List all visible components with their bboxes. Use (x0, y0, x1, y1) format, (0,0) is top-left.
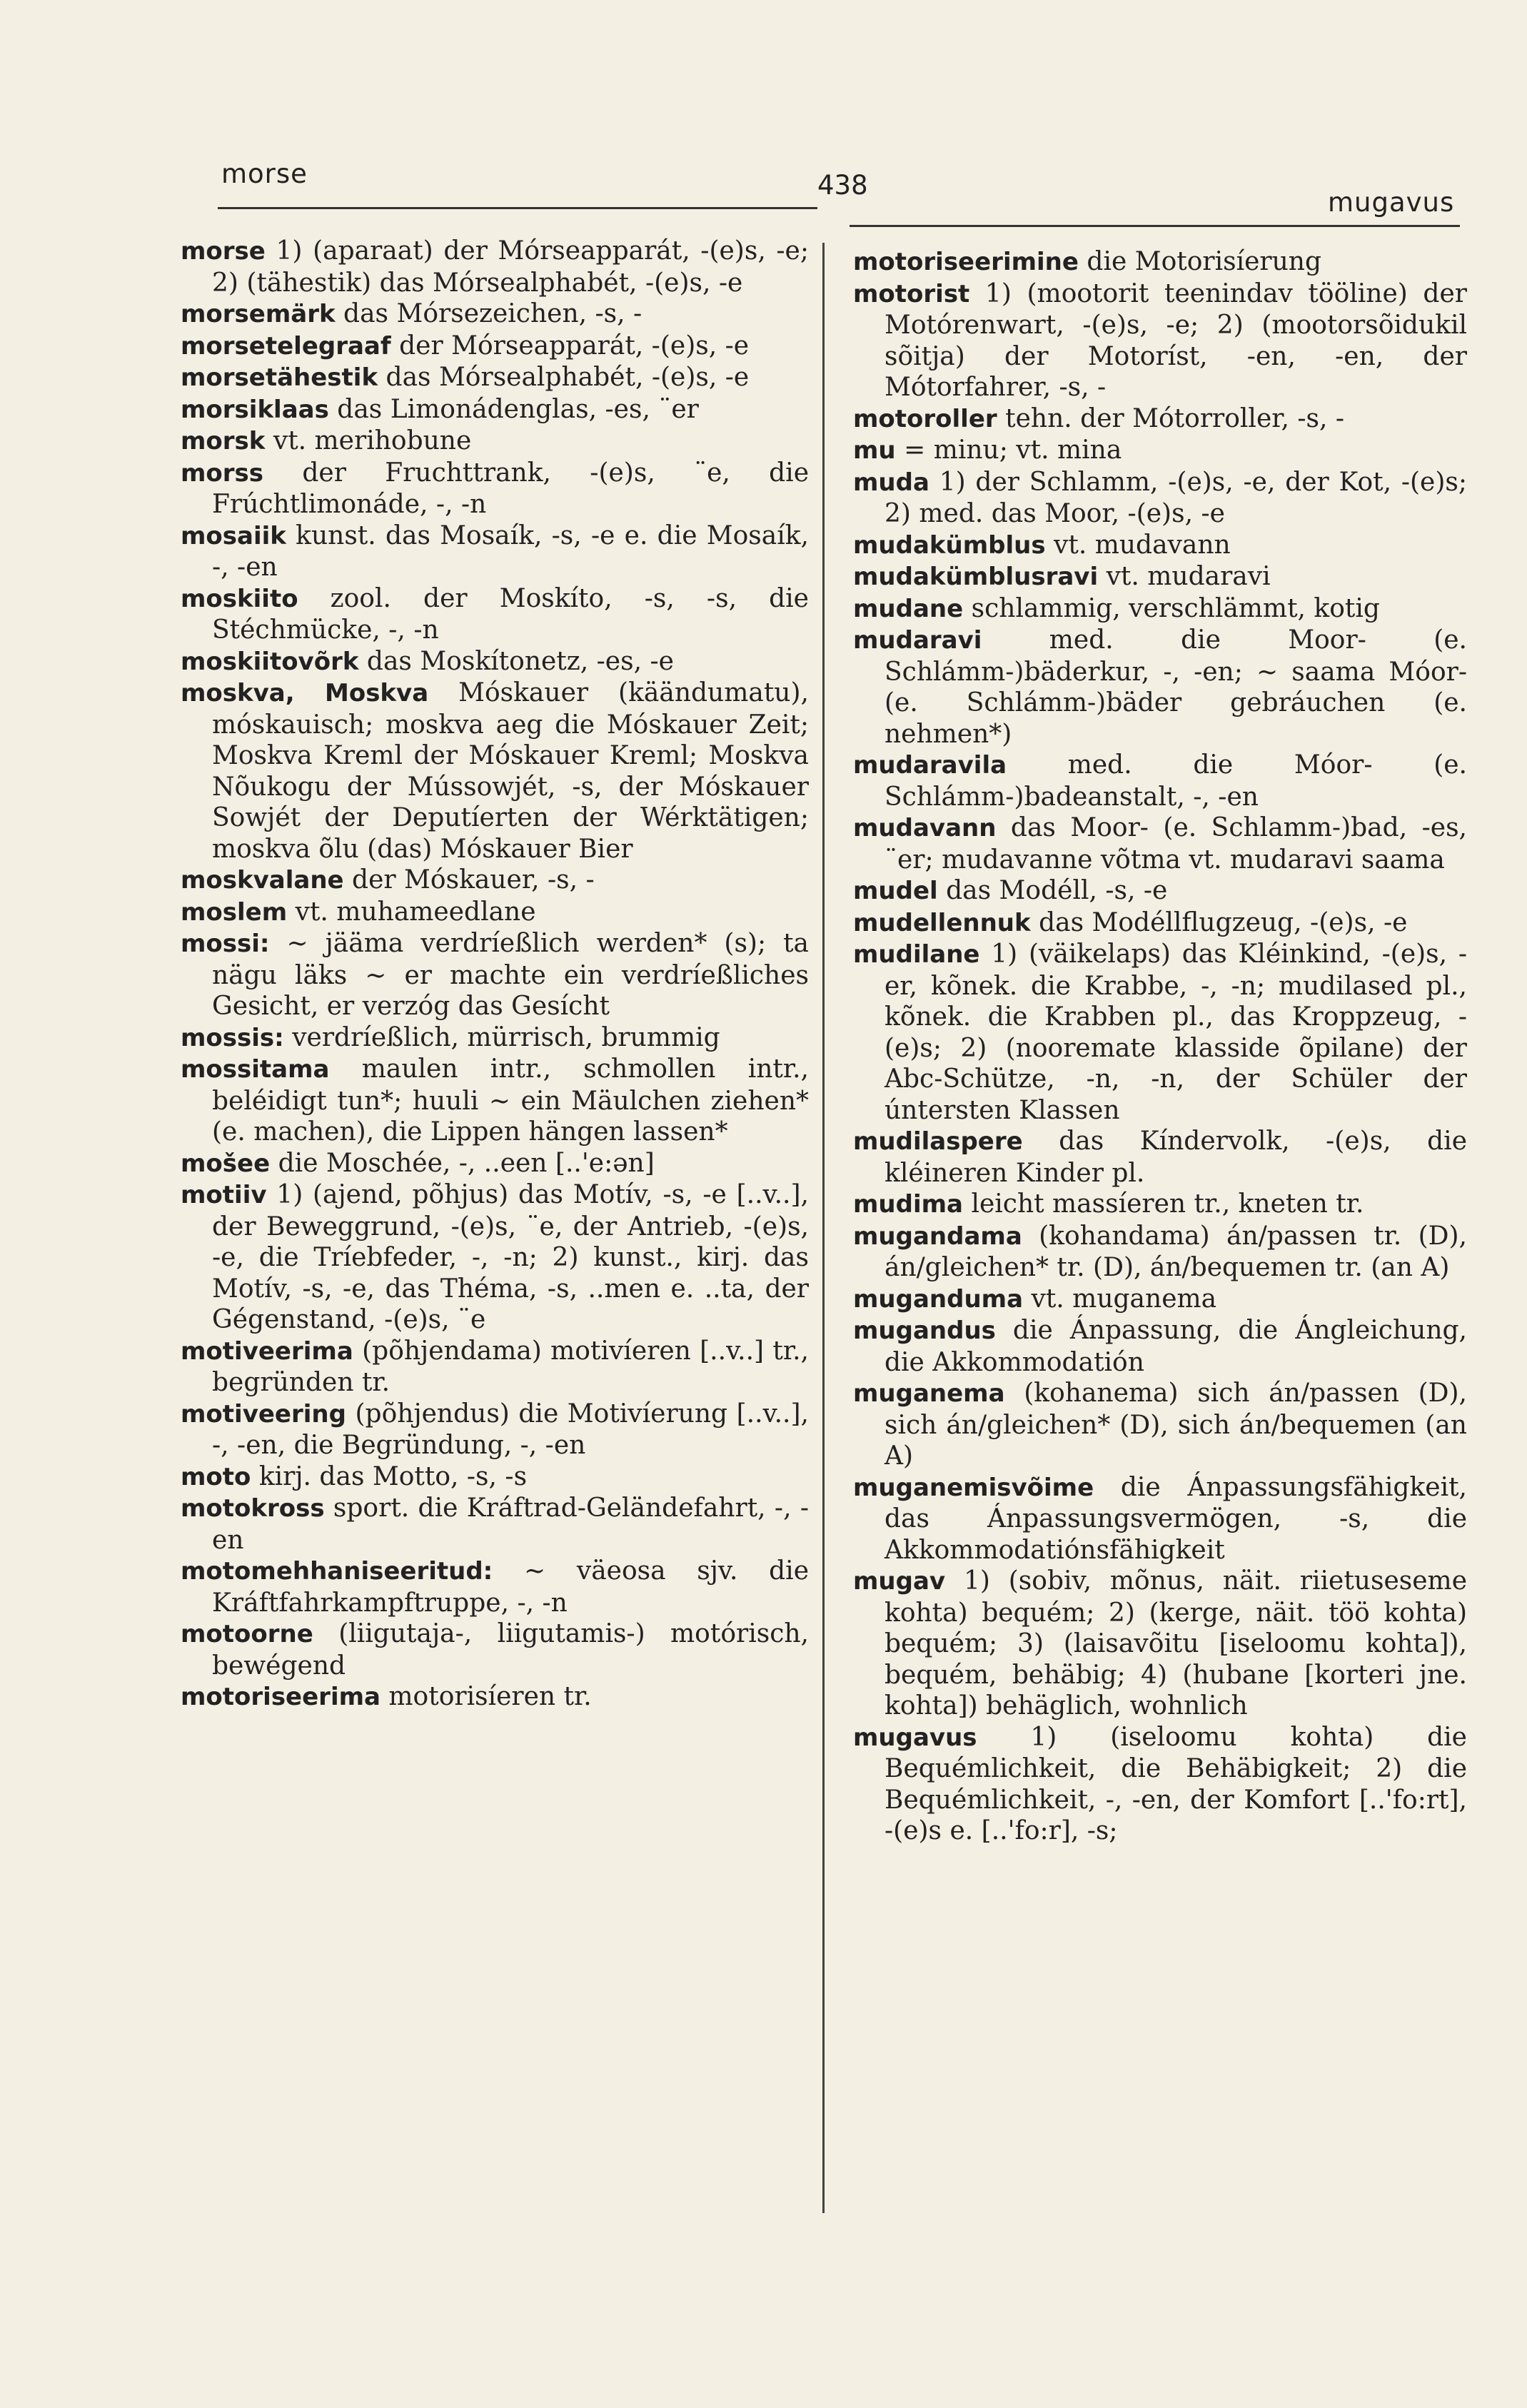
dictionary-entry (181, 677, 809, 865)
entry-headword: morsk (181, 427, 266, 455)
header-rule-left (218, 207, 817, 209)
dictionary-entry (181, 394, 809, 426)
dictionary-entry (853, 1722, 1467, 1847)
entry-headword: mu (853, 436, 896, 465)
entry-headword: motoroller (853, 404, 997, 433)
entry-definition: med. die Moor- (e. Schlámm-)bäderkur, -, -en; ~ saama Móor- (e. Schlámm-)bäder gebráuchen (e. nehmen*) (885, 625, 1467, 749)
entry-definition: 1) (mootorit teenindav tööline) der Motórenwart, -(e)s, -e; 2) (mootorsõidukil sõitja) der Motoríst, -en, -en, der Mótorfahrer, -s, - (885, 278, 1467, 402)
entry-headword: mugav (853, 1567, 946, 1596)
entry-definition: das Mórsezeichen, -s, - (335, 299, 642, 328)
entry-definition: das Moskítonetz, -es, -e (358, 646, 674, 676)
entry-headword: mugandus (853, 1316, 996, 1345)
entry-definition: die Moschée, -, ..een [..'e:ən] (270, 1148, 655, 1178)
dictionary-entry (853, 875, 1467, 907)
entry-definition: (põhjendus) die Motivíerung [..v..], -, -en, die Begründung, -, -en (212, 1399, 809, 1460)
entry-headword: mosaiik (181, 521, 286, 550)
entry-definition: (liigutaja-, liigutamis-) motórisch, bewégend (212, 1619, 809, 1681)
column-divider (822, 243, 825, 2213)
dictionary-entry (181, 298, 809, 331)
entry-definition: tehn. der Mótorroller, -s, - (997, 403, 1345, 433)
entry-definition: das Limonádenglas, -es, ¨er (328, 394, 699, 424)
dictionary-entry (853, 1566, 1467, 1722)
entry-definition: vt. muhameedlane (287, 897, 536, 927)
entry-definition: das Moor- (e. Schlamm-)bad, -es, ¨er; mudavanne võtma vt. mudaravi saama (885, 813, 1467, 875)
entry-headword: mugandama (853, 1221, 1022, 1251)
dictionary-entry (181, 1493, 809, 1556)
entry-headword: moslem (181, 897, 288, 927)
page-header (0, 0, 1527, 228)
entry-definition: vt. mudavann (1045, 530, 1231, 560)
dictionary-entry (181, 1022, 809, 1054)
entry-definition: zool. der Moskíto, -s, -s, die Stéchmücke, -, -n (212, 583, 809, 645)
dictionary-entry (181, 928, 809, 1022)
dictionary-entry (181, 1179, 809, 1336)
dictionary-entry (181, 1148, 809, 1180)
entry-headword: morsemärk (181, 300, 336, 328)
entry-headword: mudavann (853, 814, 997, 842)
entry-definition: 1) (väikelaps) das Kléinkind, -(e)s, -er, kõnek. die Krabbe, -, -n; mudilased pl., kõnek. die Krabben pl., das Kroppzeug, -(e)s; 2) (nooremate klasside õpilane) der Abc-Schütze, -n, -n, der Schüler der úntersten Klassen (885, 939, 1467, 1125)
dictionary-entry (181, 425, 809, 458)
dictionary-entry (853, 1378, 1467, 1472)
dictionary-entry (853, 593, 1467, 625)
entry-definition: 1) (iseloomu kohta) die Bequémlichkeit, die Behäbigkeit; 2) die Bequémlichkeit, -, -en, der Komfort [..'fo:rt], -(e)s e. [..'fo:r], -s; (885, 1722, 1467, 1845)
entry-definition: sport. die Kráftrad-Geländefahrt, -, -en (212, 1493, 809, 1555)
entry-headword: moskiitovõrk (181, 647, 359, 676)
entry-definition: vt. muganema (1023, 1284, 1217, 1314)
entry-definition: schlammig, verschlämmt, kotig (963, 593, 1380, 623)
entry-headword: mošee (181, 1149, 271, 1178)
entry-headword: morsiklaas (181, 395, 329, 424)
dictionary-entry (181, 458, 809, 520)
entry-definition: 1) der Schlamm, -(e)s, -e, der Kot, -(e)s; 2) med. das Moor, -(e)s, -e (885, 467, 1467, 528)
entry-definition: vt. merihobune (265, 426, 472, 455)
dictionary-entry (181, 1556, 809, 1618)
dictionary-entry (853, 467, 1467, 530)
entry-headword: mudaravi (853, 626, 982, 655)
entry-headword: mudel (853, 877, 938, 905)
entry-headword: muganemisvõime (853, 1473, 1094, 1502)
dictionary-entry (853, 530, 1467, 562)
left-column (181, 236, 809, 1713)
dictionary-entry (181, 646, 809, 678)
entry-definition: (kohanema) sich án/passen (D), sich án/gleichen* (D), sich án/bequemen (an A) (885, 1379, 1467, 1471)
entry-headword: mudilaspere (853, 1127, 1023, 1156)
entry-headword: muganema (853, 1379, 1005, 1408)
entry-headword: muda (853, 468, 929, 497)
right-column (853, 246, 1467, 1847)
dictionary-entry (181, 362, 809, 394)
entry-definition: motorisíeren tr. (380, 1682, 592, 1711)
entry-definition: Móskauer (käändumatu), móskauisch; moskva aeg die Móskauer Zeit; Moskva Kreml der Móskauer Kreml; Moskva Nõukogu der Mússowjét, -s, der Móskauer Sowjét der Deputíerten der Wérktätigen; moskva õlu (das) Móskauer Bier (212, 678, 809, 864)
dictionary-entry (181, 865, 809, 897)
dictionary-entry (853, 812, 1467, 875)
entry-definition: kunst. das Mosaík, -s, -e e. die Mosaík, -, -en (212, 520, 809, 582)
entry-headword: morss (181, 458, 264, 488)
entry-headword: mudane (853, 594, 964, 623)
entry-definition: 1) (aparaat) der Mórseapparát, -(e)s, -e; 2) (tähestik) das Mórsealphabét, -(e)s, -e (212, 236, 809, 298)
entry-definition: der Mórseapparát, -(e)s, -e (390, 331, 750, 361)
dictionary-entry (181, 1336, 809, 1399)
dictionary-entry (853, 246, 1467, 278)
entry-headword: morsetähestik (181, 363, 378, 392)
entry-definition: med. die Móor- (e. Schlámm-)badeanstalt, -, -en (885, 750, 1467, 812)
dictionary-entry (181, 520, 809, 583)
entry-definition: das Kíndervolk, -(e)s, die kléineren Kinder pl. (885, 1127, 1467, 1188)
dictionary-entry (853, 561, 1467, 593)
dictionary-entry (853, 1472, 1467, 1566)
dictionary-entry (181, 583, 809, 646)
dictionary-entry (181, 1399, 809, 1461)
entry-headword: moskiito (181, 584, 298, 613)
entry-definition: 1) (sobiv, mõnus, näit. riietuseseme kohta) bequém; 2) (kerge, näit. töö kohta) bequém; 3) (laisavõitu [iseloomu kohta]), bequém, behäbig; 4) (hubane [korteri jne. kohta]) behäglich, wohnlich (885, 1566, 1467, 1721)
entry-definition: maulen intr., schmollen intr., beléidigt tun*; huuli ~ ein Mäulchen ziehen* (e. machen), die Lippen hängen lassen* (212, 1054, 809, 1147)
entry-definition: die Motorisíerung (1078, 247, 1322, 276)
entry-headword: motomehhaniseeritud: (181, 1557, 493, 1586)
entry-headword: morse (181, 237, 266, 266)
entry-headword: mossis: (181, 1023, 284, 1052)
right-guideword: mugavus (1328, 187, 1455, 218)
entry-headword: motiiv (181, 1181, 267, 1209)
dictionary-entry (181, 1681, 809, 1713)
entry-headword: moskva, Moskva (181, 679, 429, 707)
entry-headword: motoorne (181, 1620, 313, 1648)
entry-definition: ~ jääma verdríeßlich werden* (s); ta nägu läks ~ er machte ein verdríeßliches Gesicht, er verzóg das Gesícht (212, 929, 809, 1021)
entry-headword: motorist (853, 279, 970, 308)
dictionary-entry (181, 236, 809, 298)
entry-headword: moto (181, 1462, 251, 1491)
entry-definition: vt. mudaravi (1098, 562, 1271, 591)
entry-definition: das Modéllflugzeug, -(e)s, -e (1030, 907, 1408, 937)
entry-headword: muganduma (853, 1284, 1024, 1314)
left-guideword: morse (221, 158, 308, 189)
entry-headword: mudilane (853, 940, 980, 969)
dictionary-entry (853, 403, 1467, 435)
dictionary-entry (853, 435, 1467, 467)
entry-headword: mudakümblus (853, 530, 1046, 560)
entry-headword: mugavus (853, 1723, 977, 1752)
entry-definition: der Fruchttrank, -(e)s, ¨e, die Frúchtlimonáde, -, -n (212, 458, 809, 519)
entry-headword: motoriseerimine (853, 248, 1079, 276)
dictionary-entry (853, 625, 1467, 750)
entry-definition: die Ánpassungsfähigkeit, das Ánpassungsvermögen, -s, die Akkommodatiónsfähigkeit (885, 1472, 1467, 1565)
entry-headword: moskvalane (181, 866, 344, 895)
entry-definition: kirj. das Motto, -s, -s (251, 1461, 528, 1491)
dictionary-entry (853, 750, 1467, 812)
entry-headword: motiveerima (181, 1336, 353, 1366)
entry-definition: (põhjendama) motivíeren [..v..] tr., begründen tr. (212, 1336, 809, 1397)
dictionary-entry (181, 1054, 809, 1148)
dictionary-entry (853, 1189, 1467, 1221)
entry-definition: der Móskauer, -s, - (343, 865, 595, 895)
dictionary-entry (853, 1221, 1467, 1284)
entry-definition: = minu; vt. mina (895, 435, 1122, 465)
dictionary-entry (853, 1315, 1467, 1378)
entry-definition: 1) (ajend, põhjus) das Motív, -s, -e [..v..], der Beweggrund, -(e)s, ¨e, der Antrieb, -(e)s, -e, die Tríebfeder, -, -n; 2) kunst., kirj. das Motív, -s, -e, das Théma, -s, ..men e. ..ta, der Gégenstand, -(e)s, ¨e (212, 1180, 809, 1334)
entry-headword: mossitama (181, 1055, 330, 1084)
dictionary-entry (181, 1618, 809, 1681)
dictionary-entry (853, 1284, 1467, 1316)
dictionary-entry (853, 907, 1467, 939)
entry-headword: motoriseerima (181, 1683, 381, 1711)
entry-headword: mossi: (181, 930, 270, 958)
page-number: 438 (817, 170, 868, 201)
entry-definition: ~ väeosa sjv. die Kráftfahrkampftruppe, -, -n (212, 1556, 809, 1618)
dictionary-entry (853, 278, 1467, 403)
entry-headword: mudellennuk (853, 908, 1031, 937)
entry-headword: mudima (853, 1190, 963, 1219)
entry-definition: (kohandama) án/passen tr. (D), án/gleichen* tr. (D), án/bequemen tr. (an A) (885, 1221, 1467, 1282)
dictionary-entry (853, 939, 1467, 1126)
entry-headword: mudakümblusravi (853, 563, 1099, 591)
dictionary-entry (853, 1126, 1467, 1189)
entry-definition: die Ánpassung, die Ángleichung, die Akkommodatión (885, 1316, 1467, 1377)
entry-definition: das Mórsealphabét, -(e)s, -e (378, 363, 750, 392)
entry-headword: mudaravila (853, 751, 1007, 780)
header-rule-right (850, 225, 1460, 227)
entry-definition: leicht massíeren tr., kneten tr. (963, 1189, 1364, 1219)
dictionary-entry (181, 1461, 809, 1493)
entry-definition: verdríeßlich, mürrisch, brummig (283, 1022, 720, 1052)
entry-headword: motiveering (181, 1399, 346, 1429)
dictionary-entry (181, 331, 809, 363)
entry-headword: motokross (181, 1494, 325, 1523)
entry-headword: morsetelegraaf (181, 331, 391, 361)
dictionary-entry (181, 897, 809, 929)
entry-definition: das Modéll, -s, -e (937, 876, 1168, 905)
